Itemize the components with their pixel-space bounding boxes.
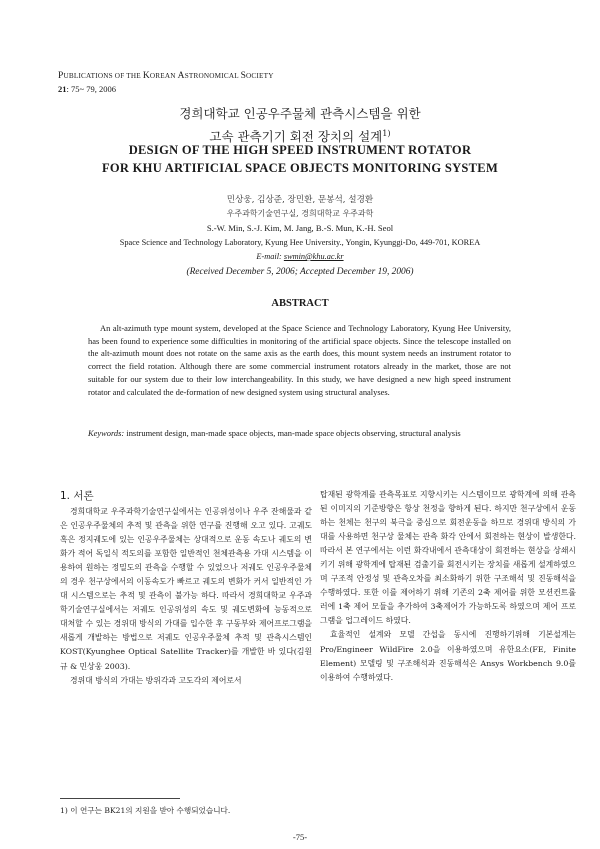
abstract-heading: ABSTRACT bbox=[271, 298, 329, 309]
email-line: E-mail: swmin@khu.ac.kr bbox=[256, 252, 344, 261]
authors-english: S.-W. Min, S.-J. Kim, M. Jang, B.-S. Mun, K.-H. Seol bbox=[206, 223, 394, 233]
english-title-line2: FOR KHU ARTIFICIAL SPACE OBJECTS MONITORING SYSTEM bbox=[101, 161, 499, 175]
english-title-line1: DESIGN OF THE HIGH SPEED INSTRUMENT ROTATOR bbox=[128, 143, 472, 157]
journal-volume bbox=[58, 84, 116, 94]
page-number: -75- bbox=[292, 832, 308, 842]
section-heading-introduction: 1. 서론 bbox=[60, 490, 94, 502]
keywords-list: instrument design, man-made space objects, man-made space objects observing, structural analysis bbox=[124, 428, 461, 438]
paragraph: 경희대학교 우주과학기술연구실에서는 인공위성이나 우주 잔해물과 같은 인공우주물체의 추적 및 관측을 위한 연구를 진행해 오고 있다. 고궤도 혹은 정지궤도에 있는 인공우주물체는 상대적으로 운동 속도나 궤도의 변화가 적어 독일식 적도의를 포함한 일반적인 천체관측용 가대 시스템을 이용하여 원하는 정밀도의 관측을 수행할 수 있었으나 저궤도 인공우주물체의 경우 천구상에서의 이동속도가 빠르고 궤도의 변화가 커서 일반적인 가대 시스템으로는 추적 및 관측이 불가능 하다. 따라서 경희대학교 우주과학기술연구실에서는 저궤도 인공위성의 속도 및 궤도변화에 능동적으로 대처할 수 있는 경위대 방식의 가대를 입수한 후 구동부와 제어프로그램을 새롭게 개발하는 방법으로 저궤도 인공우주물체 추적 및 관측시스템인 KOST(Kyunghee Optical Satellite Tracker)를 개발한 바 있다(김원규 & 민상웅 2003). bbox=[60, 507, 312, 671]
korean-title-line1: 경희대학교 인공우주물체 관측시스템을 위한 bbox=[179, 106, 421, 121]
keywords bbox=[88, 428, 528, 438]
paragraph: 경위대 방식의 가대는 방위각과 고도각의 제어로서 bbox=[70, 675, 242, 685]
affiliation-korean: 우주과학기술연구실, 경희대학교 우주과학 bbox=[226, 209, 374, 218]
authors-korean: 민상웅, 김상준, 장민환, 문봉석, 설경환 bbox=[226, 195, 374, 205]
korean-title-line2: 고속 관측기기 회전 장치의 설계$^{1)}$ bbox=[209, 128, 391, 145]
abstract-body: An alt-azimuth type mount system, developed at the Space Science and Technology Laboratory, Kyung Hee University, has been found to experience some difficulties in monitoring of the artificial space objects. Since the telescope installed on the alt-azimuth mount does not rotate on the same axis as the earth does, this mount system needs an instrument rotator to correct the field rotation. Although there are some commercial instrument rotators already in the market, those are not suitable for our system due to their low interchangeability. In this study, we have designed a new high speed instrument rotator and calculated the de-formation of new designed system using structural analyses. bbox=[88, 323, 511, 397]
body-column-right bbox=[320, 488, 576, 685]
email-link[interactable]: swmin@khu.ac.kr bbox=[283, 252, 344, 261]
title-footnote-mark: 1) bbox=[382, 128, 391, 138]
volume-pages: : 75~ 79, 2006 bbox=[66, 84, 116, 94]
keywords-label: Keywords: bbox=[88, 428, 125, 438]
body-column-left bbox=[60, 505, 312, 688]
journal-name: PUBLICATIONS OF THE KOREAN ASTRONOMICAL SOCIETY bbox=[58, 71, 274, 81]
footnote: 1) 이 연구는 BK21의 지원을 받아 수행되었습니다. bbox=[60, 806, 231, 815]
footnote-divider bbox=[60, 798, 180, 799]
affiliation-english: Space Science and Technology Laboratory, Kyung Hee University., Yongin, Kyunggi-Do, 449-701, KOREA bbox=[119, 238, 481, 247]
received-dates: (Received December 5, 2006; Accepted December 19, 2006) bbox=[186, 267, 414, 277]
paragraph: 효율적인 설계와 모델 간섭을 동시에 진행하기위해 기본설계는 Pro/Engineer WildFire 2.0을 이용하였으며 유한요소(FE, Finite Element) 모델링 및 구조해석과 진동해석은 Ansys Workbench 9.0를 이용하여 수행하였다. bbox=[320, 630, 576, 682]
paragraph: 탑재된 광학계를 관측목표로 지향시키는 시스템이므로 광학계에 의해 관측된 이미지의 기준방향은 항상 천정을 향하게 된다. 하지만 천구상에서 운동하는 천체는 천구의 북극을 중심으로 회전운동을 하므로 경위대 방식의 가대를 사용하면 천구상 물체는 관측 화각 안에서 회전하는 현상이 발생한다. 따라서 본 연구에서는 이런 화각내에서 관측대상이 회전하는 현상을 상쇄시키기 위해 광학계에 탑재된 검출기를 회전시키는 장치를 새롭게 설계하였으며 구조적 안정성 및 관측오차를 최소화하기 위한 구조해석 및 진동해석을 수행하였다. 또한 이를 제어하기 위해 기존의 2축 제어를 위한 모션컨트롤러에 1축 제어 모듈을 추가하여 3축제어가 가능하도록 하였으며 제어 프로그램을 업그레이드 하였다. bbox=[320, 490, 576, 626]
volume-number: 21 bbox=[58, 84, 67, 94]
